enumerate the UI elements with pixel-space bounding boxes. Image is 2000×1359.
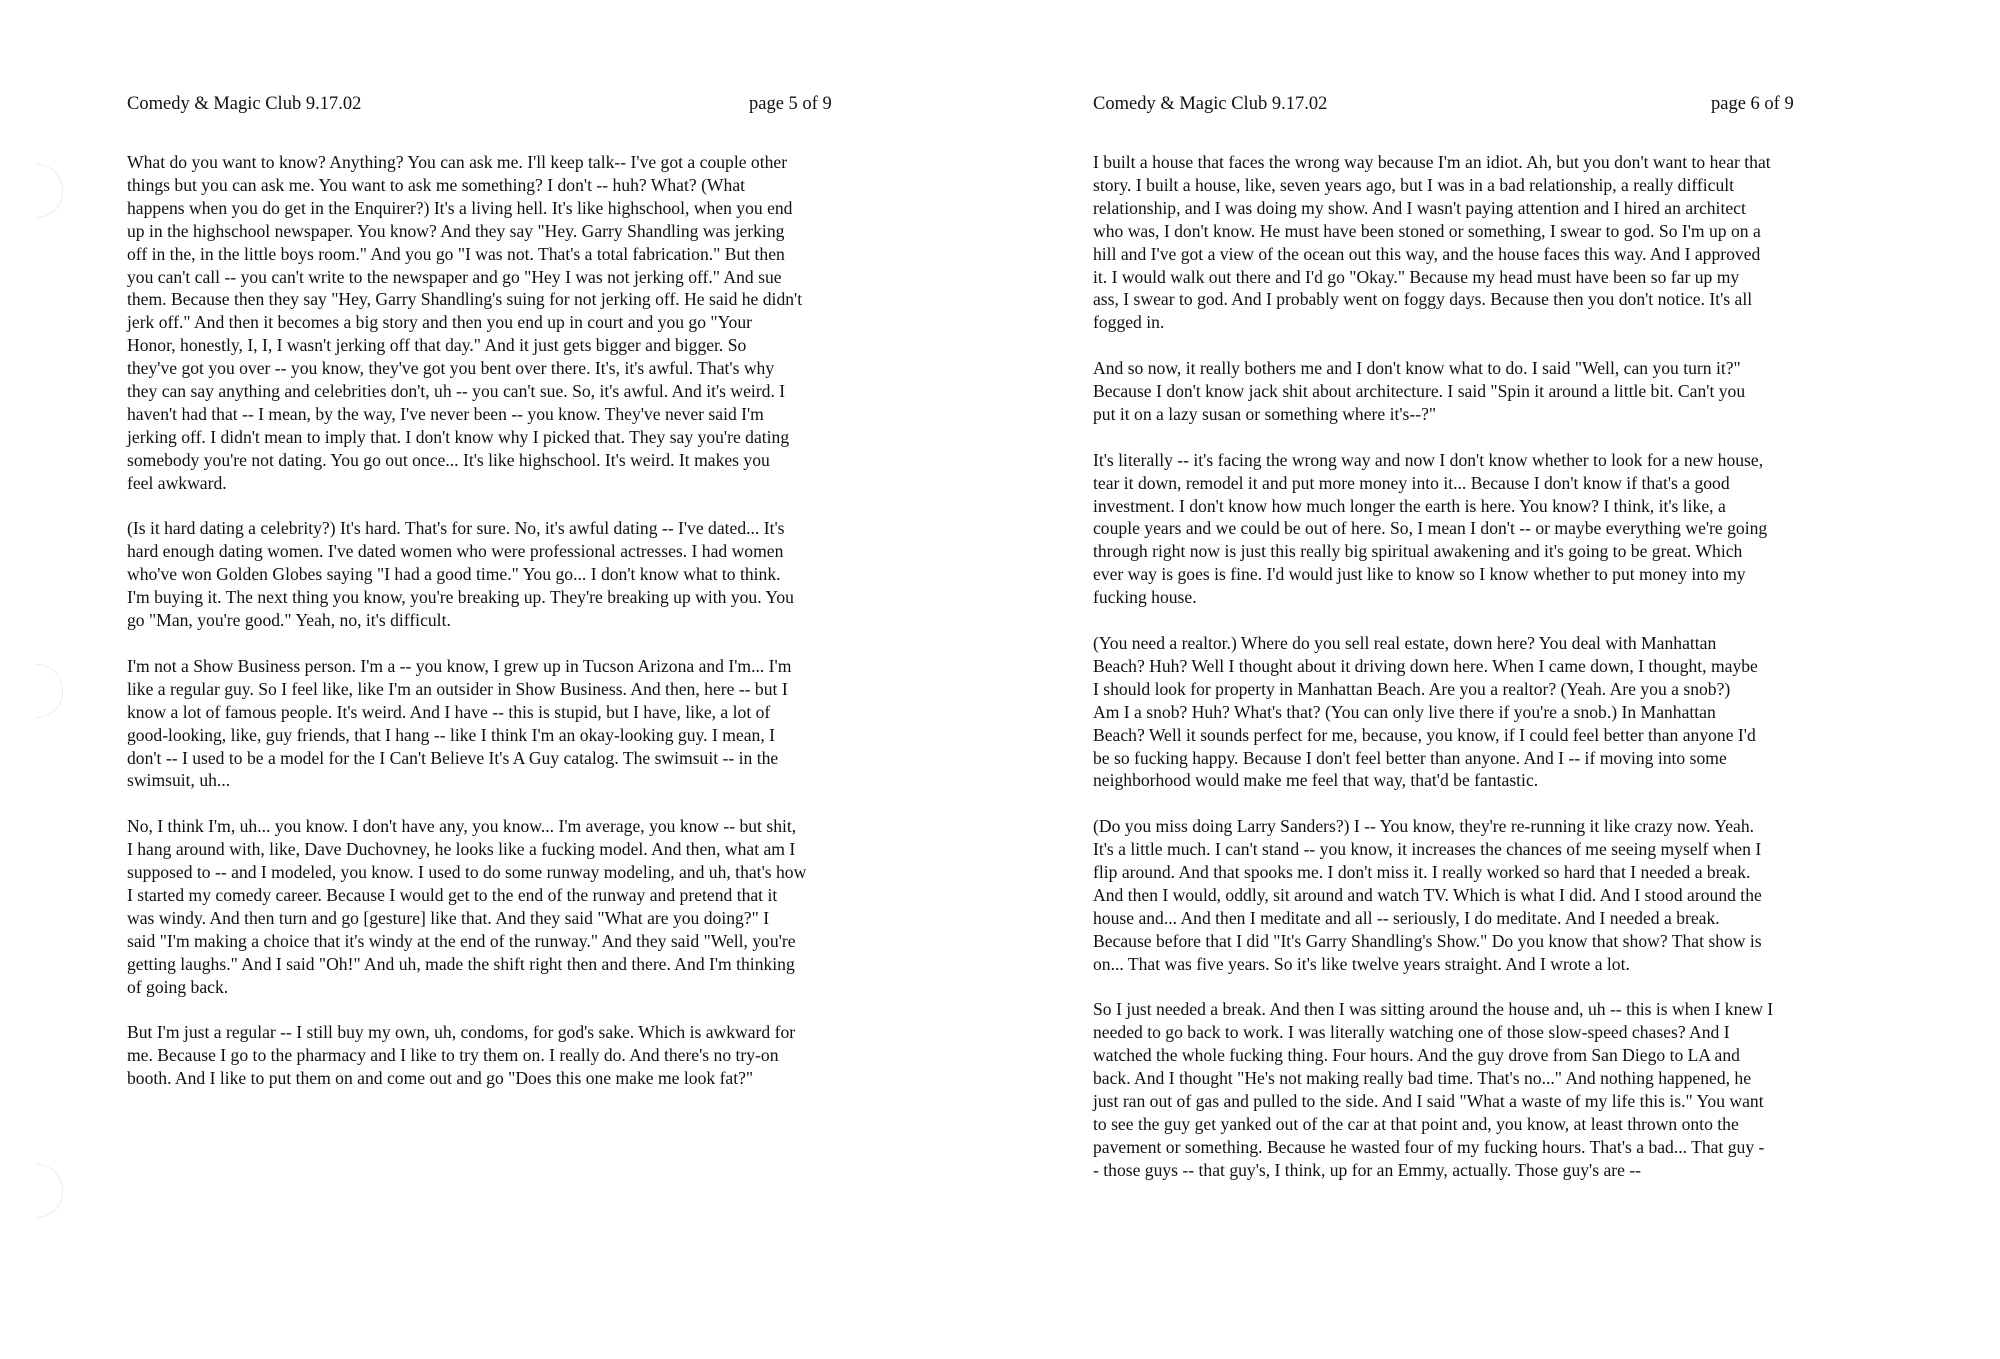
text-line: needed to go back to work. I was literally watching one of those slow-speed chases? And I (1093, 1022, 1730, 1043)
text-line: And so now, it really bothers me and I don't know what to do. I said "Well, can you turn it?" (1093, 358, 1741, 379)
text-line: So I just needed a break. And then I was sitting around the house and, uh -- this is when I knew I (1093, 999, 1774, 1020)
header-title: Comedy & Magic Club 9.17.02 (127, 94, 362, 114)
text-line: who was, I don't know. He must have been stoned or something, I swear to god. So I'm up on a (1093, 220, 1761, 241)
text-line: hard enough dating women. I've dated women who were professional actresses. I had women (127, 541, 784, 562)
text-line: couple years and we could be out of here. So, I mean I don't -- or maybe everything we're going (1093, 518, 1768, 539)
text-line: just ran out of gas and pulled to the side. And I said "What a waste of my life this is." You want (1093, 1091, 1764, 1112)
text-line: No, I think I'm, uh... you know. I don't have any, you know... I'm average, you know -- but shit, (127, 816, 797, 837)
text-line: on... That was five years. So it's like twelve years straight. And I wrote a lot. (1093, 953, 1630, 974)
text-line: like a regular guy. So I feel like, like I'm an outsider in Show Business. And then, here -- but I (127, 678, 788, 699)
text-line: who've won Golden Globes saying "I had a good time." You go... I don't know what to think. (127, 564, 781, 585)
text-line: I built a house that faces the wrong way because I'm an idiot. Ah, but you don't want to hear that (1093, 152, 1771, 172)
text-line: booth. And I like to put them on and come out and go "Does this one make me look fat?" (127, 1068, 754, 1089)
text-line: Am I a snob? Huh? What's that? (You can only live there if you're a snob.) In Manhattan (1093, 701, 1716, 722)
text-line: of going back. (127, 976, 229, 997)
punch-hole-mark (36, 164, 63, 218)
text-line: house and... And then I meditate and all -- seriously, I do meditate. And I needed a break. (1093, 907, 1720, 928)
text-line: be so fucking happy. Because I don't feel better than anyone. And I -- if moving into some (1093, 747, 1727, 768)
punch-hole-mark (36, 1164, 63, 1218)
text-line: I'm not a Show Business person. I'm a -- you know, I grew up in Tucson Arizona and I'm... I'm (127, 655, 792, 676)
text-line: It's a little much. I can't stand -- you know, it increases the chances of me seeing myself when I (1093, 839, 1762, 860)
page-body (1093, 151, 1873, 1205)
text-line: Because before that I did "It's Garry Shandling's Show." Do you know that show? That show is (1093, 930, 1762, 951)
text-line: flip around. And that spooks me. I don't miss it. I really worked so hard that I needed a break. (1093, 862, 1751, 883)
text-line: to see the guy get yanked out of the car at that point and, you know, at least thrown onto the (1093, 1113, 1739, 1134)
text-line: But I'm just a regular -- I still buy my own, uh, condoms, for god's sake. Which is awkward for (127, 1022, 796, 1043)
text-line: off in the, in the little boys room." And you go "I was not. That's a total fabrication." But then (127, 243, 785, 264)
text-line: It's literally -- it's facing the wrong way and now I don't know whether to look for a new house, (1093, 449, 1764, 470)
text-line: they can say anything and celebrities don't, uh -- you can't sue. So, it's awful. And it's weird. I (127, 381, 786, 402)
text-line: happens when you do get in the Enquirer?) It's a living hell. It's like highschool, when you end (127, 197, 793, 218)
text-line: things but you can ask me. You want to ask me something? I don't -- huh? What? (What (127, 174, 746, 195)
text-line: jerking off. I didn't mean to imply that. I don't know why I picked that. They say you're dating (127, 426, 790, 447)
page-right (1000, 0, 2000, 1359)
text-line: me. Because I go to the pharmacy and I like to try them on. I really do. And there's no try-on (127, 1045, 779, 1066)
text-line: neighborhood would make me feel that way, that'd be fantastic. (1093, 770, 1539, 791)
text-line: investment. I don't know how much longer the earth is here. You know? I think, it's like, a (1093, 495, 1726, 516)
transcript-paragraph (127, 151, 905, 495)
text-line: supposed to -- and I modeled, you know. I used to do some runway modeling, and uh, that's how (127, 862, 807, 883)
text-line: I started my comedy career. Because I would get to the end of the runway and pretend that it (127, 884, 778, 905)
transcript-paragraph (1093, 449, 1873, 609)
text-line: - those guys -- that guy's, I think, up for an Emmy, actually. Those guy's are -- (1093, 1159, 1642, 1180)
transcript-paragraph (127, 517, 905, 632)
text-line: swimsuit, uh... (127, 770, 231, 791)
transcript-paragraph (127, 655, 905, 792)
text-line: relationship, and I was doing my show. And I wasn't paying attention and I hired an architect (1093, 197, 1746, 218)
text-line: ass, I swear to god. And I probably went on foggy days. Because then you don't notice. It's all (1093, 289, 1753, 310)
text-line: Because I don't know jack shit about architecture. I said "Spin it around a little bit. Can't you (1093, 381, 1746, 402)
transcript-paragraph (127, 815, 905, 998)
text-line: know a lot of famous people. It's weird. And I have -- this is stupid, but I have, like, a lot of (127, 701, 771, 722)
text-line: And then I would, oddly, sit around and watch TV. Which is what I did. And I stood around the (1093, 884, 1762, 905)
text-line: jerk off." And then it becomes a big story and then you end up in court and you go "Your (127, 312, 753, 333)
text-line: said "I'm making a choice that it's windy at the end of the runway." And they said "Well, you're (127, 930, 796, 951)
transcript-paragraph (1093, 815, 1873, 975)
text-line: back. And I thought "He's not making really bad time. That's no..." And nothing happened, he (1093, 1068, 1752, 1089)
text-line: you can't call -- you can't write to the newspaper and go "Hey I was not jerking off." And sue (127, 266, 782, 287)
text-line: I hang around with, like, Dave Duchovney, he looks like a fucking model. And then, what am I (127, 839, 796, 860)
text-line: (Do you miss doing Larry Sanders?) I -- You know, they're re-running it like crazy now. Yeah. (1093, 816, 1755, 837)
transcript-paragraph (127, 1021, 905, 1090)
text-line: fucking house. (1093, 587, 1197, 608)
text-line: was windy. And then turn and go [gesture] like that. And they said "What are you doing?" I (127, 907, 770, 928)
text-line: through right now is just this really big spiritual awakening and it's going to be great. Which (1093, 541, 1743, 562)
text-line: feel awkward. (127, 472, 227, 493)
text-line: I'm buying it. The next thing you know, you're breaking up. They're breaking up with you. You (127, 587, 794, 608)
text-line: put it on a lazy susan or something where it's--?" (1093, 403, 1437, 424)
transcript-paragraph (1093, 357, 1873, 426)
text-line: tear it down, remodel it and put more money into it... Because I don't know if that's a good (1093, 472, 1730, 493)
page-number: page 5 of 9 (749, 94, 832, 114)
text-line: hill and I've got a view of the ocean out this way, and the house faces this way. And I approved (1093, 243, 1761, 264)
text-line: them. Because then they say "Hey, Garry Shandling's suing for not jerking off. He said he didn't (127, 289, 803, 310)
text-line: Beach? Huh? Well I thought about it driving down here. When I came down, I thought, maybe (1093, 655, 1758, 676)
text-line: up in the highschool newspaper. You know? And they say "Hey. Garry Shandling was jerking (127, 220, 785, 241)
text-line: somebody you're not dating. You go out once... It's like highschool. It's weird. It makes you (127, 449, 770, 470)
text-line: haven't had that -- I mean, by the way, I've never been -- you know. They've never said I'm (127, 403, 764, 424)
text-line: they've got you over -- you know, they've got you bent over there. It's, it's awful. That's why (127, 358, 775, 379)
text-line: don't -- I used to be a model for the I Can't Believe It's A Guy catalog. The swimsuit -- in the (127, 747, 779, 768)
text-line: Beach? Well it sounds perfect for me, because, you know, if I could feel better than anyone I'd (1093, 724, 1756, 745)
text-line: Honor, honestly, I, I, I wasn't jerking off that day." And it just gets bigger and bigger. So (127, 335, 747, 356)
punch-hole-mark (36, 664, 63, 718)
text-line: pavement or something. Because he wasted four of my fucking hours. That's a bad... That guy - (1093, 1136, 1765, 1157)
text-line: getting laughs." And I said "Oh!" And uh, made the shift right then and there. And I'm thinking (127, 953, 795, 974)
text-line: What do you want to know? Anything? You can ask me. I'll keep talk-- I've got a couple other (127, 152, 788, 172)
text-line: good-looking, like, guy friends, that I hang -- like I think I'm an okay-looking guy. I mean, I (127, 724, 775, 745)
text-line: (You need a realtor.) Where do you sell real estate, down here? You deal with Manhattan (1093, 632, 1717, 653)
transcript-paragraph (1093, 632, 1873, 792)
text-line: story. I built a house, like, seven years ago, but I was in a bad relationship, a really difficult (1093, 174, 1735, 195)
text-line: (Is it hard dating a celebrity?) It's hard. That's for sure. No, it's awful dating -- I've dated... It's (127, 518, 785, 539)
text-line: ever way is goes is fine. I'd would just like to know so I know whether to put money into my (1093, 564, 1746, 585)
text-line: go "Man, you're good." Yeah, no, it's difficult. (127, 610, 451, 631)
header-title: Comedy & Magic Club 9.17.02 (1093, 94, 1328, 114)
text-line: it. I would walk out there and I'd go "Okay." Because my head must have been so far up my (1093, 266, 1740, 287)
transcript-paragraph (1093, 151, 1873, 334)
transcript-paragraph (1093, 998, 1873, 1181)
page-number: page 6 of 9 (1711, 94, 1794, 114)
page-body (127, 151, 905, 1113)
text-line: fogged in. (1093, 312, 1165, 333)
text-line: watched the whole fucking thing. Four hours. And the guy drove from San Diego to LA and (1093, 1045, 1740, 1066)
text-line: I should look for property in Manhattan Beach. Are you a realtor? (Yeah. Are you a snob?) (1093, 678, 1731, 699)
